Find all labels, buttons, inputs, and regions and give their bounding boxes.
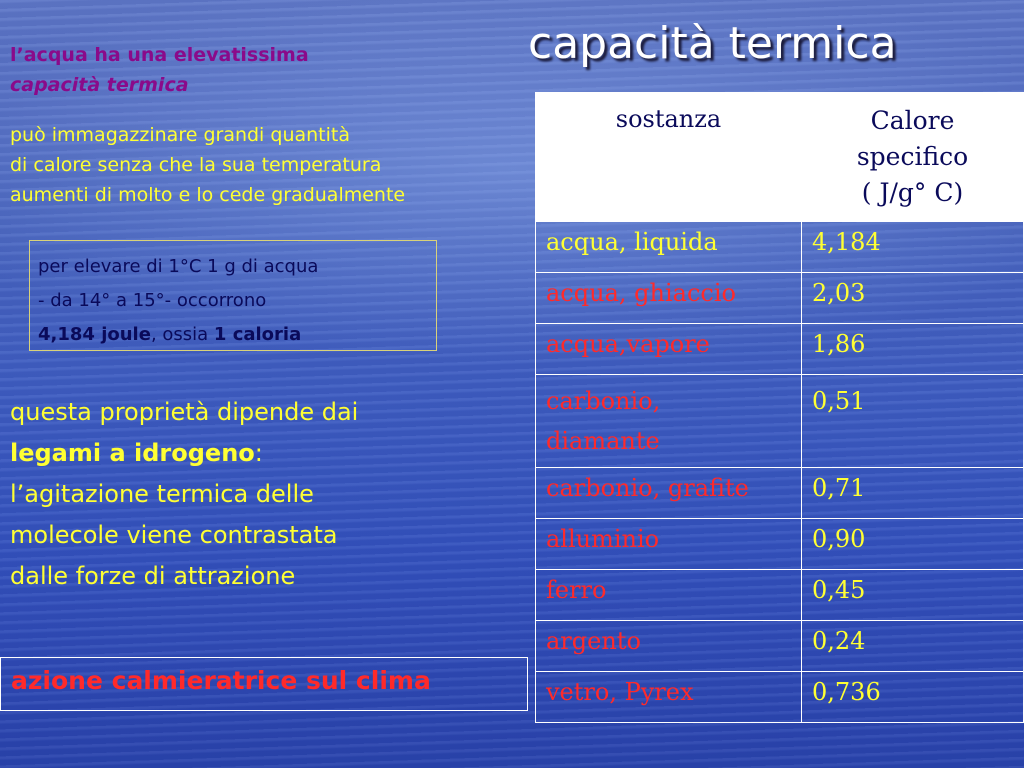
substance-cell: [536, 375, 802, 468]
caloria-value: 1 caloria: [213, 324, 302, 345]
header-specific-heat-line-1: Calore: [870, 106, 955, 135]
storage-line-1: può immagazzinare grandi quantità: [10, 124, 350, 146]
value-cell: 0,90: [802, 519, 1024, 570]
substance-cell: acqua, ghiaccio: [536, 273, 802, 324]
table-row: [536, 570, 1024, 621]
intro-text: [10, 40, 309, 100]
substance-cell-line-1: carbonio,: [546, 387, 661, 415]
calorie-line-2: - da 14° a 15°- occorrono: [38, 290, 267, 311]
intro-line-2: capacità termica: [10, 74, 189, 96]
slide-title: capacità termica: [528, 18, 897, 69]
calorie-line-1: per elevare di 1°C 1 g di acqua: [38, 256, 319, 277]
header-substance: sostanza: [536, 93, 802, 222]
substance-cell: acqua,vapore: [536, 324, 802, 375]
header-specific-heat-line-3: ( J/g° C): [861, 178, 964, 207]
value-cell: 0,736: [802, 672, 1024, 723]
value-cell: 4,184: [802, 222, 1024, 273]
hydrogen-bond-text: [10, 392, 530, 597]
substance-cell-line-2: diamante: [546, 427, 660, 455]
table-header-row: [536, 93, 1024, 222]
header-specific-heat-line-2: specifico: [856, 142, 969, 171]
value-cell: 0,24: [802, 621, 1024, 672]
value-cell: 1,86: [802, 324, 1024, 375]
header-specific-heat: [802, 93, 1024, 222]
heat-storage-text: [10, 120, 535, 210]
table-row: [536, 621, 1024, 672]
climate-box: azione calmieratrice sul clima: [0, 657, 528, 711]
hbond-line-4: molecole viene contrastata: [10, 521, 338, 549]
substance-cell: vetro, Pyrex: [536, 672, 802, 723]
specific-heat-table: [535, 92, 1024, 723]
table-row: [536, 273, 1024, 324]
table-row: [536, 222, 1024, 273]
substance-cell: carbonio, grafite: [536, 468, 802, 519]
substance-cell: alluminio: [536, 519, 802, 570]
table-row: [536, 324, 1024, 375]
substance-cell: ferro: [536, 570, 802, 621]
hbond-line-5: dalle forze di attrazione: [10, 562, 296, 590]
table-row: [536, 375, 1024, 468]
calorie-definition-box: [29, 240, 437, 351]
value-cell: 0,71: [802, 468, 1024, 519]
value-cell: 0,51: [802, 375, 1024, 468]
substance-cell: acqua, liquida: [536, 222, 802, 273]
table-row: [536, 519, 1024, 570]
intro-line-1: l’acqua ha una elevatissima: [10, 44, 309, 66]
hbond-colon: :: [254, 439, 263, 467]
joule-value: 4,184 joule: [38, 324, 151, 345]
calorie-line-3: [38, 318, 436, 352]
table-row: [536, 672, 1024, 723]
storage-line-2: di calore senza che la sua temperatura: [10, 154, 382, 176]
value-cell: 2,03: [802, 273, 1024, 324]
hbond-line-1: questa proprietà dipende dai: [10, 398, 359, 426]
hbond-line-2: [10, 433, 530, 474]
storage-line-3: aumenti di molto e lo cede gradualmente: [10, 184, 406, 206]
table-row: [536, 468, 1024, 519]
substance-cell: argento: [536, 621, 802, 672]
hbond-line-3: l’agitazione termica delle: [10, 480, 314, 508]
calorie-separator: , ossia: [150, 324, 214, 345]
hbond-bold: legami a idrogeno: [10, 439, 255, 467]
value-cell: 0,45: [802, 570, 1024, 621]
